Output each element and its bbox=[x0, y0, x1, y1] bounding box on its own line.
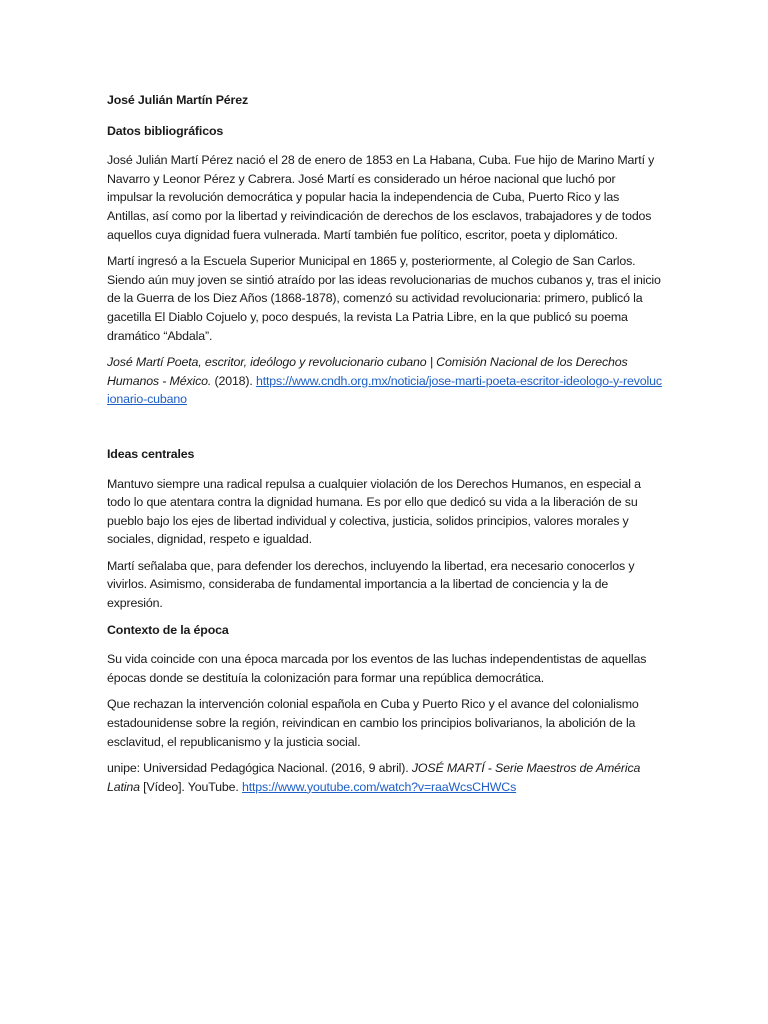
citation-unipe-link[interactable]: https://www.youtube.com/watch?v=raaWcsCHWCs bbox=[241, 779, 517, 794]
section-heading-datos: Datos bibliográficos bbox=[107, 123, 224, 138]
paragraph-ideas-2: Martí señalaba que, para defender los derechos, incluyendo la libertad, era necesario conocerlos y vivirlos. Asimismo, consideraba de fundamental importancia a la libertad de conciencia y la de expresión. bbox=[107, 558, 635, 611]
citation-cndh-link[interactable]: https://www.cndh.org.mx/noticia/jose-marti-poeta-escritor-ideologo-y-revolucionario-cubano bbox=[107, 373, 662, 407]
paragraph-bio-2: Martí ingresó a la Escuela Superior Municipal en 1865 y, posteriormente, al Colegio de San Carlos. Siendo aún muy joven se sintió atraído por las ideas revolucionarias de muchos cubanos y, tras el inicio de la Guerra de los Diez Años (1868-1878), comenzó su actividad revolucionaria: primero, publicó la gacetilla El Diablo Cojuelo y, poco después, la revista La Patria Libre, en la que publicó su poema dramático “Abdala”. bbox=[107, 254, 661, 343]
paragraph-contexto-2: Que rechazan la intervención colonial española en Cuba y Puerto Rico y el avance del colonialismo estadounidense sobre la región, reivindican en cambio los principios bolivarianos, la abolición de la esclavitud, el republicanismo y la justicia social. bbox=[107, 697, 639, 749]
citation-cndh bbox=[107, 353, 663, 409]
section-heading-ideas: Ideas centrales bbox=[107, 446, 195, 461]
citation-cndh-title: José Martí Poeta, escritor, ideólogo y revolucionario cubano | Comisión Nacional de los Derechos Humanos - México. bbox=[107, 355, 628, 388]
citation-cndh-year: (2018). bbox=[211, 373, 256, 388]
document-body bbox=[107, 91, 663, 804]
paragraph-ideas-1: Mantuvo siempre una radical repulsa a cualquier violación de los Derechos Humanos, en especial a todo lo que atentara contra la dignidad humana. Es por ello que dedicó su vida a la liberación de su pueblo bajo los ejes de libertad individual y colectiva, justicia, solidos principios, valores morales y sociales, dignidad, respeto e igualdad. bbox=[107, 476, 641, 547]
citation-unipe bbox=[107, 759, 663, 796]
document-title: José Julián Martín Pérez bbox=[107, 93, 249, 107]
section-heading-contexto: Contexto de la época bbox=[107, 622, 229, 637]
paragraph-bio-1: José Julián Martí Pérez nació el 28 de enero de 1853 en La Habana, Cuba. Fue hijo de Marino Martí y Navarro y Leonor Pérez y Cabrera. José Martí es considerado un héroe nacional que luchó por impulsar la revolución democrática y popular hacia la independencia de Cuba, Puerto Rico y las Antillas, así como por la libertad y reivindicación de derechos de los esclavos, trabajadores y de todos aquellos cuya dignidad fuera vulnerada. Martí también fue político, escritor, poeta y diplomático. bbox=[107, 153, 655, 242]
citation-unipe-title: JOSÉ MARTÍ - Serie Maestros de América Latina bbox=[107, 761, 641, 794]
citation-unipe-author: unipe: Universidad Pedagógica Nacional. (2016, 9 abril). bbox=[107, 761, 412, 776]
citation-unipe-medium: [Vídeo]. YouTube. bbox=[139, 779, 242, 794]
paragraph-contexto-1: Su vida coincide con una época marcada por los eventos de las luchas independentistas de aquellas épocas donde se destituía la colonización para formar una república democrática. bbox=[107, 652, 647, 685]
spacer bbox=[107, 417, 663, 445]
